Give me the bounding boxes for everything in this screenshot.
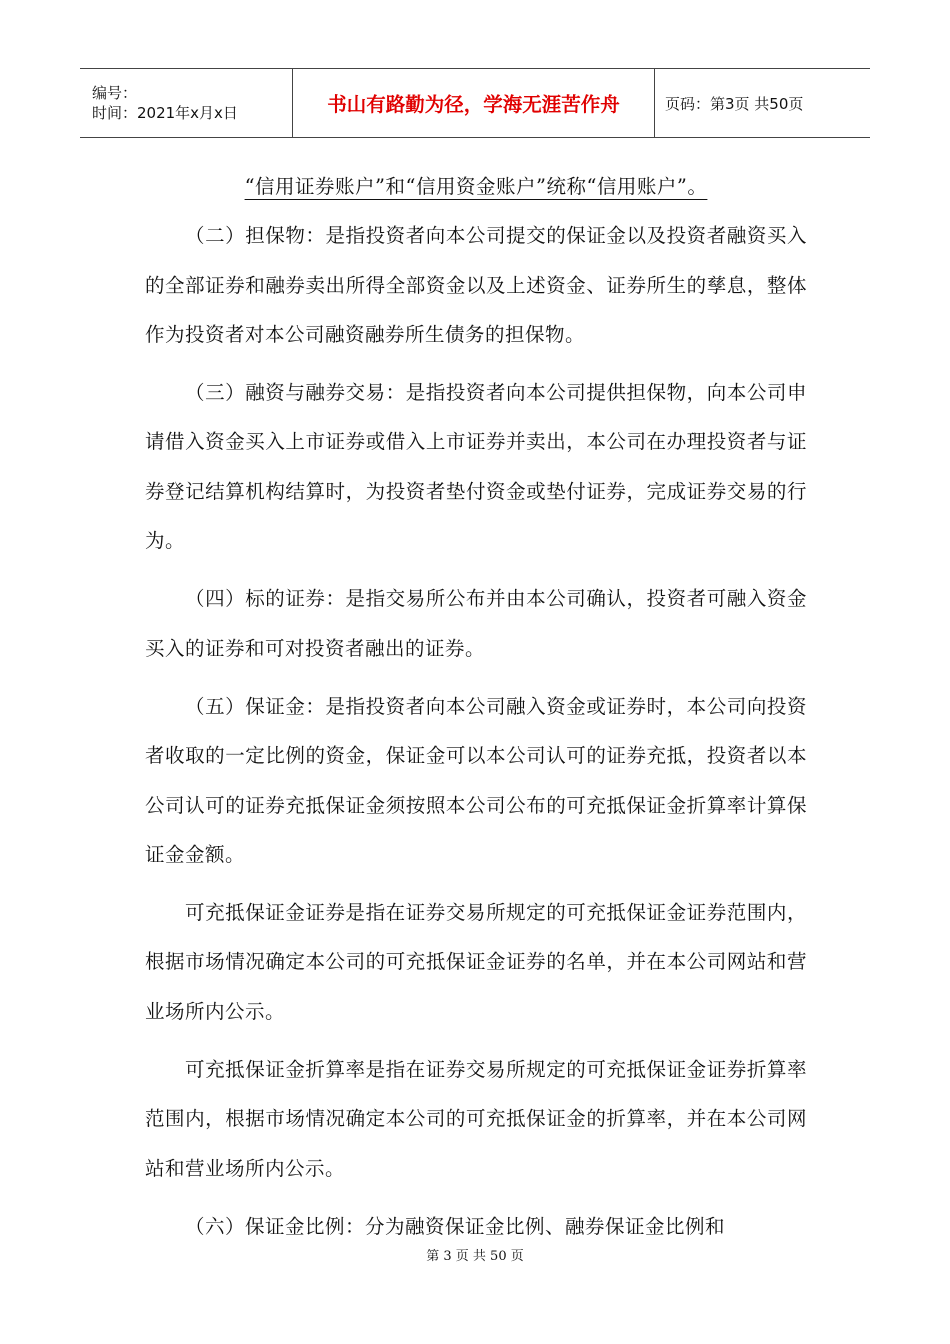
- paragraph-margin-ratio: （六）保证金比例：分为融资保证金比例、融券保证金比例和: [185, 1214, 726, 1238]
- header-motto: [293, 69, 655, 137]
- paragraph-margin-trading: （三）融资与融券交易：是指投资者向本公司提供担保物，向本公司申请借入资金买入上市证券或借入上市证券并卖出，本公司在办理投资者与证券登记结算机构结算时，为投资者垫付资金或垫付证券，完成证券交易的行为。: [145, 381, 807, 553]
- motto-text: 书山有路勤为径，学海无涯苦作舟: [327, 93, 620, 116]
- paragraph-collateral: （二）担保物：是指投资者向本公司提交的保证金以及投资者融资买入的全部证券和融券卖出所得全部资金以及上述资金、证券所生的孳息，整体作为投资者对本公司融资融券所生债务的担保物。: [145, 224, 807, 346]
- paragraph-credit-account: “信用证券账户”和“信用资金账户”统称“信用账户”。: [244, 175, 708, 198]
- paragraph-margin-deposit: （五）保证金：是指投资者向本公司融入资金或证券时，本公司向投资者收取的一定比例的资金，保证金可以本公司认可的证券充抵，投资者以本公司认可的证券充抵保证金须按照本公司公布的可充抵保证金折算率计算保证金金额。: [145, 694, 807, 866]
- document-header: [80, 68, 870, 138]
- page-code-text: 页码：第3页 共50页: [665, 94, 804, 113]
- time-label: 时间：2021年x月x日: [92, 104, 238, 122]
- document-body: [145, 162, 807, 1260]
- paragraph-collateral-securities: 可充抵保证金证券是指在证券交易所规定的可充抵保证金证券范围内，根据市场情况确定本公司的可充抵保证金证券的名单，并在本公司网站和营业场所内公示。: [145, 901, 807, 1023]
- page-footer: 第 3 页 共 50 页: [426, 1249, 524, 1264]
- paragraph-conversion-rate: 可充抵保证金折算率是指在证券交易所规定的可充抵保证金证券折算率范围内，根据市场情况确定本公司的可充抵保证金的折算率，并在本公司网站和营业场所内公示。: [145, 1058, 807, 1180]
- header-page-code: [655, 69, 870, 137]
- number-label: 编号：: [92, 84, 138, 102]
- paragraph-target-securities: （四）标的证券：是指交易所公布并由本公司确认，投资者可融入资金买入的证券和可对投资者融出的证券。: [145, 587, 807, 660]
- header-meta: [80, 69, 293, 137]
